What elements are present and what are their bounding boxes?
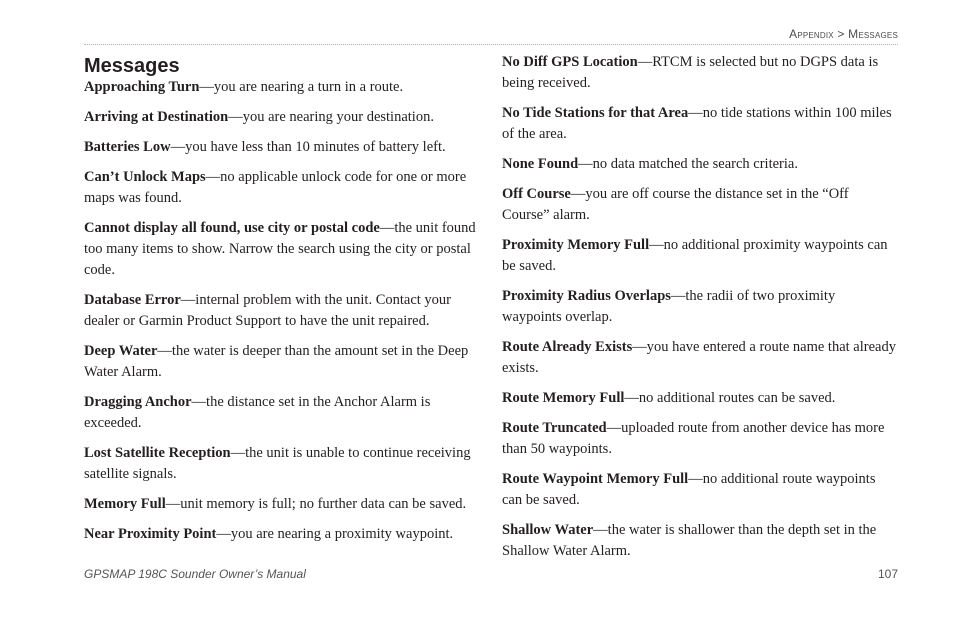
message-term: Arriving at Destination	[84, 109, 229, 125]
right-message-list	[502, 52, 898, 562]
message-entry	[84, 341, 480, 383]
running-head-separator: >	[837, 27, 845, 41]
left-message-list	[84, 77, 480, 545]
message-term: Shallow Water	[502, 522, 594, 538]
message-entry	[502, 184, 898, 226]
message-term: Can’t Unlock Maps	[84, 169, 206, 185]
message-description: —unit memory is full; no further data can be saved.	[165, 496, 467, 512]
message-description: —you are nearing your destination.	[228, 109, 434, 125]
message-entry	[84, 107, 480, 128]
footer-page-number: 107	[877, 567, 898, 581]
message-term: Near Proximity Point	[84, 526, 217, 542]
message-entry	[84, 218, 480, 281]
message-term: Lost Satellite Reception	[84, 445, 231, 461]
message-description: —the unit is unable to continue receiving satellite signals.	[84, 445, 471, 482]
running-head-subsection: Messages	[848, 27, 898, 41]
message-entry	[502, 418, 898, 460]
message-term: No Diff GPS Location	[502, 54, 638, 70]
message-entry	[502, 235, 898, 277]
message-entry	[502, 469, 898, 511]
running-head-section: Appendix	[789, 27, 834, 41]
message-term: Proximity Memory Full	[502, 237, 650, 253]
message-entry	[84, 443, 480, 485]
message-description: —you have entered a route name that already exists.	[502, 339, 896, 376]
message-entry	[84, 290, 480, 332]
message-entry	[84, 167, 480, 209]
message-description: —the unit found too many items to show. Narrow the search using the city or postal code.	[84, 220, 476, 278]
message-entry	[84, 77, 480, 98]
message-entry	[502, 52, 898, 94]
message-description: —no additional route waypoints can be saved.	[502, 471, 876, 508]
message-term: Off Course	[502, 186, 571, 202]
message-entry	[84, 137, 480, 158]
message-entry	[502, 286, 898, 328]
page-title: Messages	[84, 55, 180, 77]
message-term: None Found	[502, 156, 579, 172]
message-term: Approaching Turn	[84, 79, 200, 95]
message-entry	[502, 388, 898, 409]
message-description: —the water is shallower than the depth set in the Shallow Water Alarm.	[502, 522, 877, 559]
message-term: Route Truncated	[502, 420, 607, 436]
footer-manual-title: GPSMAP 198C Sounder Owner’s Manual	[84, 567, 306, 581]
message-description: —no additional routes can be saved.	[624, 390, 836, 406]
message-description: —the radii of two proximity waypoints overlap.	[502, 288, 836, 325]
message-description: —no applicable unlock code for one or more maps was found.	[84, 169, 467, 206]
message-description: —you are nearing a proximity waypoint.	[216, 526, 454, 542]
message-term: Memory Full	[84, 496, 166, 512]
message-term: Batteries Low	[84, 139, 171, 155]
message-term: Deep Water	[84, 343, 158, 359]
message-entry	[502, 154, 898, 175]
left-column	[84, 52, 480, 554]
right-column	[502, 52, 898, 571]
message-term: Route Waypoint Memory Full	[502, 471, 689, 487]
message-description: —internal problem with the unit. Contact your dealer or Garmin Product Support to have the unit repaired.	[84, 292, 452, 329]
message-description: —you are nearing a turn in a route.	[199, 79, 404, 95]
message-entry	[84, 392, 480, 434]
message-term: No Tide Stations for that Area	[502, 105, 689, 121]
header-rule	[84, 44, 898, 45]
message-entry	[502, 337, 898, 379]
message-term: Cannot display all found, use city or postal code	[84, 220, 380, 236]
message-term: Database Error	[84, 292, 181, 308]
message-description: —no additional proximity waypoints can be saved.	[502, 237, 888, 274]
message-entry	[84, 524, 480, 545]
message-description: —uploaded route from another device has more than 50 waypoints.	[502, 420, 885, 457]
message-description: —no data matched the search criteria.	[578, 156, 798, 172]
message-term: Proximity Radius Overlaps	[502, 288, 671, 304]
message-description: —the water is deeper than the amount set in the Deep Water Alarm.	[84, 343, 469, 380]
message-entry	[502, 520, 898, 562]
message-description: —you are off course the distance set in the “Off Course” alarm.	[502, 186, 849, 223]
message-description: —no tide stations within 100 miles of the area.	[502, 105, 892, 142]
message-term: Route Already Exists	[502, 339, 633, 355]
message-description: —RTCM is selected but no DGPS data is being received.	[502, 54, 879, 91]
message-term: Route Memory Full	[502, 390, 625, 406]
message-term: Dragging Anchor	[84, 394, 192, 410]
message-entry	[84, 494, 480, 515]
message-description: —you have less than 10 minutes of battery left.	[170, 139, 446, 155]
message-entry	[502, 103, 898, 145]
message-description: —the distance set in the Anchor Alarm is exceeded.	[84, 394, 431, 431]
running-head	[789, 27, 898, 41]
